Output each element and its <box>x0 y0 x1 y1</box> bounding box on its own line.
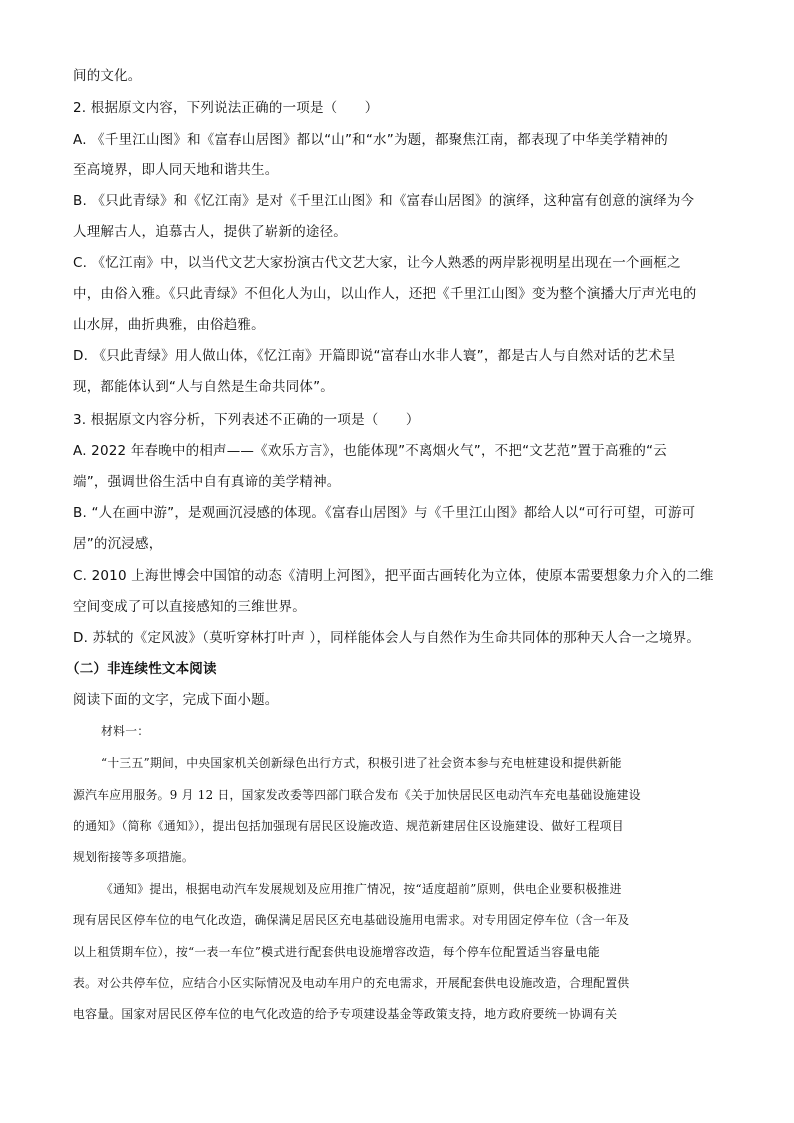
material-paragraph-line: 源汽车应用服务。9 月 12 日，国家发改委等四部门联合发布《关于加快居民区电动汽车充电基础设施建设 <box>73 788 641 802</box>
material-paragraph-line: 《通知》提出，根据电动汽车发展规划及应用推广情况，按“适度超前”原则，供电企业要积极推进 <box>101 882 622 896</box>
option-c-line: C. 2010 上海世博会中国馆的动态《清明上河图》，把平面古画转化为立体，使原本需要想象力介入的二维 <box>73 568 714 584</box>
material-label: 材料一： <box>101 724 150 738</box>
option-b-line: B. “人在画中游”，是观画沉浸感的体现。《富春山居图》与《千里江山图》都给人以“可行可望，可游可 <box>73 505 696 521</box>
material-paragraph-line: 以上租赁期车位），按“一表一车位”模式进行配套供电设施增容改造，每个停车位配置适当容量电能 <box>73 945 600 959</box>
option-b-line: 居”的沉浸感， <box>73 536 163 552</box>
question-3-stem: 3. 根据原文内容分析，下列表述不正确的一项是（ ） <box>73 412 420 428</box>
material-paragraph-line: 现有居民区停车位的电气化改造，确保满足居民区充电基础设施用电需求。对专用固定停车位（含一年及 <box>73 913 630 927</box>
option-c-line: 山水屏，曲折典雅，由俗趋雅。 <box>73 317 265 333</box>
option-a-line: A. 《千里江山图》和《富春山居图》都以“山”和“水”为题，都聚焦江南，都表现了中华美学精神的 <box>73 132 668 148</box>
option-c-line: C. 《忆江南》中，以当代文艺大家扮演古代文艺大家，让今人熟悉的两岸影视明星出现在一个画框之 <box>73 255 681 271</box>
material-paragraph-line: 的通知》（简称《通知》），提出包括加强现有居民区设施改造、规范新建居住区设施建设、做好工程项目 <box>73 819 624 833</box>
option-a-line: A. 2022 年春晚中的相声——《欢乐方言》，也能体现”不离烟火气”，不把“文艺范”置于高雅的“云 <box>73 443 667 459</box>
instruction-text: 阅读下面的文字，完成下面小题。 <box>73 692 279 708</box>
material-paragraph-line: 表。对公共停车位，应结合小区实际情况及电动车用户的充电需求，开展配套供电设施改造，合理配置供 <box>73 976 630 990</box>
option-b-line: B. 《只此青绿》和《忆江南》是对《千里江山图》和《富春山居图》的演绎，这种富有创意的演绎为今 <box>73 193 695 209</box>
material-paragraph-line: “十三五”期间，中央国家机关创新绿色出行方式，积极引进了社会资本参与充电桩建设和提供新能 <box>101 756 622 770</box>
option-a-line: 至高境界，即人同天地和谐共生。 <box>73 162 279 178</box>
section-heading: （二）非连续性文本阅读 <box>66 661 217 677</box>
option-a-line: 端”，强调世俗生活中自有真谛的美学精神。 <box>73 474 341 490</box>
material-paragraph-line: 规划衔接等多项措施。 <box>73 850 194 864</box>
option-d-line: D. 苏轼的《定风波》（莫听穿林打叶声 ），同样能体会人与自然作为生命共同体的那种天人合一之境界。 <box>73 630 701 646</box>
option-c-line: 中，由俗入雅。《只此青绿》不但化人为山，以山作人，还把《千里江山图》变为整个演播大厅声光电的 <box>73 286 697 302</box>
option-d-line: D. 《只此青绿》用人做山体，《忆江南》开篇即说“富春山水非人寰”，都是古人与自然对话的艺术呈 <box>73 348 676 364</box>
option-d-line: 现，都能体认到“人与自然是生命共同体”。 <box>73 379 334 395</box>
material-paragraph-line: 电容量。国家对居民区停车位的电气化改造的给予专项建设基金等政策支持，地方政府要统一协调有关 <box>73 1007 618 1021</box>
option-b-line: 人理解古人，追慕古人，提供了崭新的途径。 <box>73 224 347 240</box>
option-c-line: 空间变成了可以直接感知的三维世界。 <box>73 599 306 615</box>
question-2-stem: 2. 根据原文内容，下列说法正确的一项是（ ） <box>73 100 379 116</box>
text-line: 间的文化。 <box>73 68 142 84</box>
